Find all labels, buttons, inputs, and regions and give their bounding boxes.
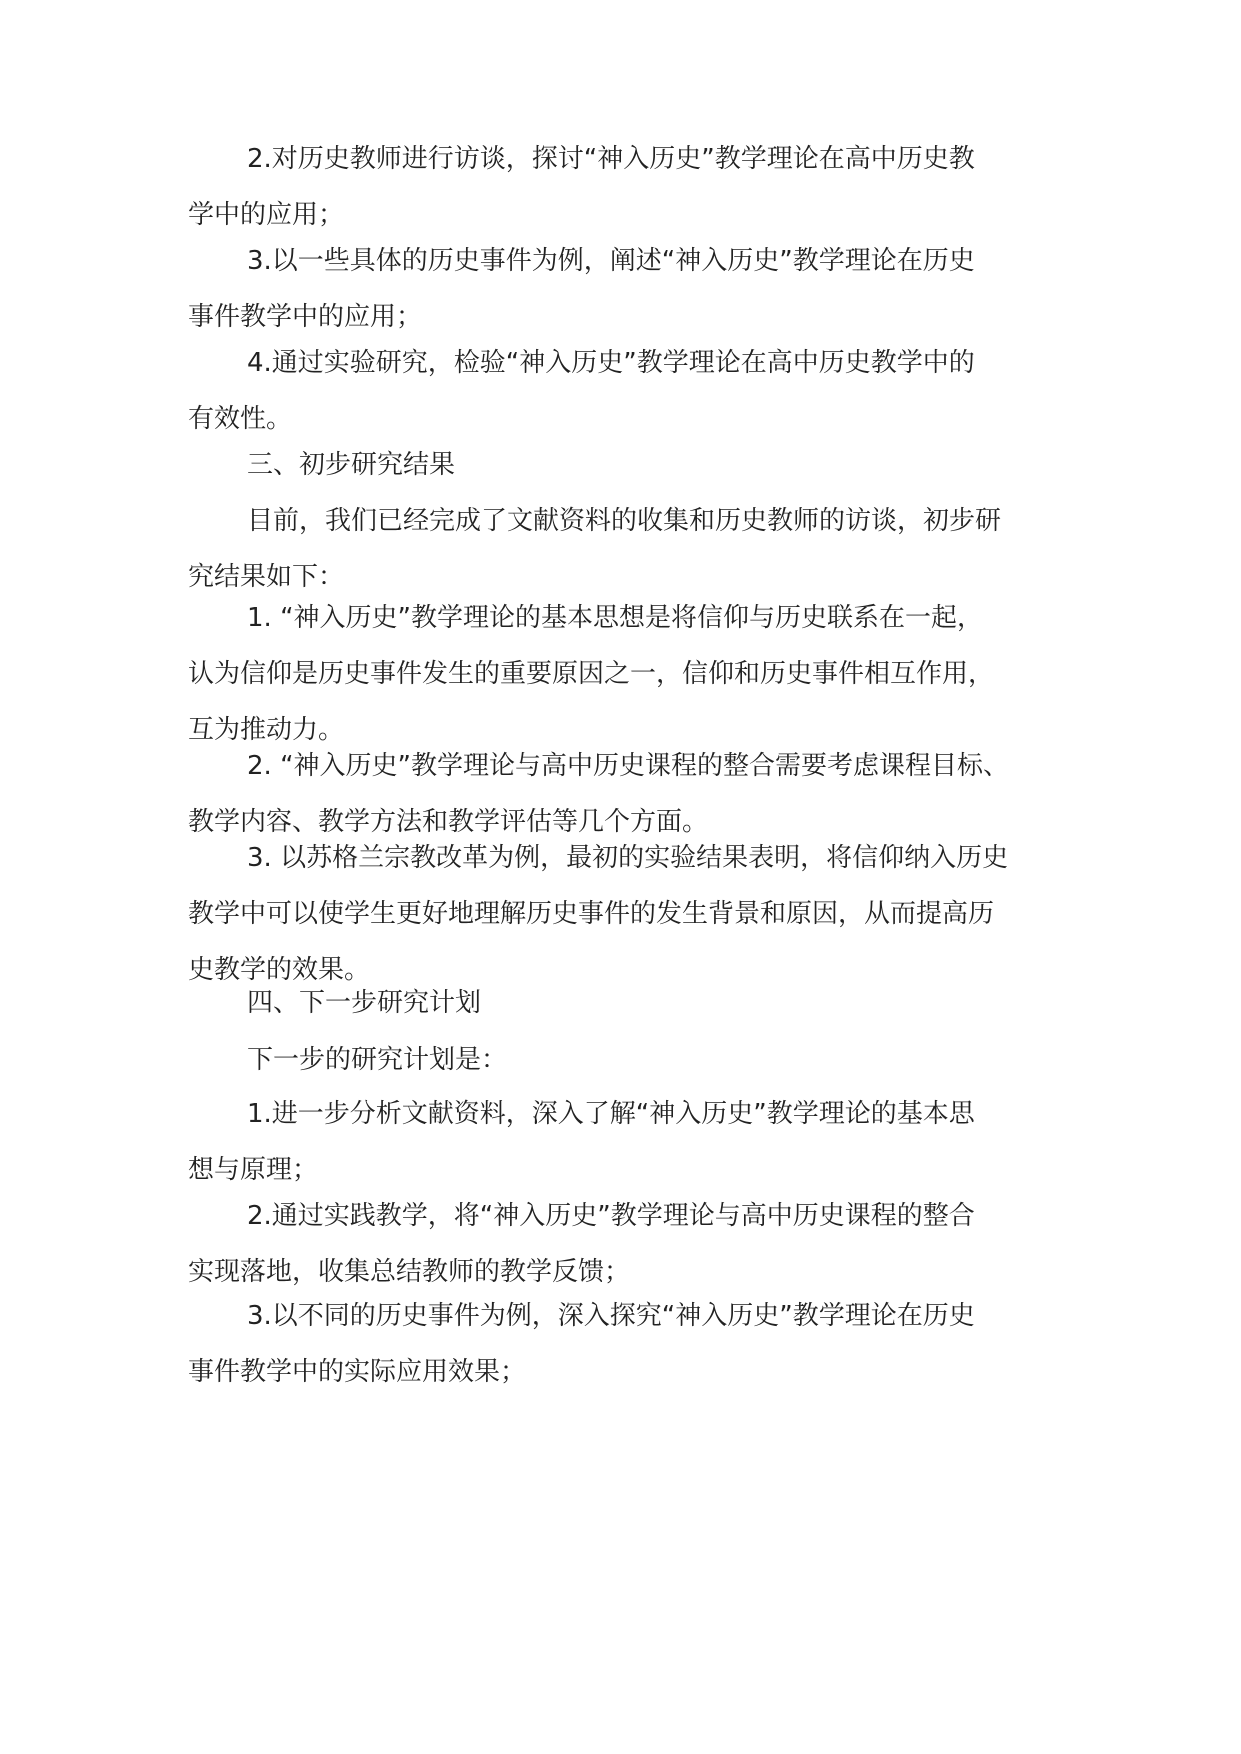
text-line: 有效性。 — [188, 404, 293, 434]
paragraph-plan-item-3 — [188, 233, 1088, 345]
section-heading: 三、初步研究结果 — [247, 450, 456, 480]
paragraph-plan-item-2 — [188, 131, 1088, 243]
text-line: 实现落地，收集总结教师的教学反馈； — [188, 1257, 631, 1287]
text-line: 3. 以苏格兰宗教改革为例，最初的实验结果表明，将信仰纳入历史 — [247, 843, 1009, 873]
section-heading: 四、下一步研究计划 — [247, 988, 482, 1018]
text-line: 学中的应用； — [188, 200, 345, 230]
text-line: 史教学的效果。 — [188, 955, 371, 985]
paragraph-results-intro — [188, 493, 1088, 605]
text-line: 教学中可以使学生更好地理解历史事件的发生背景和原因，从而提高历 — [188, 899, 995, 929]
text-line: 目前，我们已经完成了文献资料的收集和历史教师的访谈，初步研 — [247, 506, 1002, 536]
text-line: 4.通过实验研究，检验“神入历史”教学理论在高中历史教学中的 — [247, 348, 975, 378]
text-line: 2.对历史教师进行访谈，探讨“神入历史”教学理论在高中历史教 — [247, 144, 975, 174]
text-line: 事件教学中的应用； — [188, 302, 423, 332]
section-heading-preliminary-results — [188, 437, 1088, 493]
paragraph-next-step-2 — [188, 1188, 1088, 1300]
text-line: 1.进一步分析文献资料，深入了解“神入历史”教学理论的基本思 — [247, 1099, 975, 1129]
paragraph-result-1 — [188, 590, 1088, 758]
text-line: 想与原理； — [188, 1155, 319, 1185]
paragraph-next-steps-intro — [188, 1032, 1088, 1088]
paragraph-plan-item-4 — [188, 335, 1088, 447]
text-line: 事件教学中的实际应用效果； — [188, 1357, 527, 1387]
text-line: 认为信仰是历史事件发生的重要原因之一，信仰和历史事件相互作用， — [188, 659, 995, 689]
paragraph-next-step-1 — [188, 1086, 1088, 1198]
section-heading-next-steps — [188, 975, 1088, 1031]
paragraph-result-3 — [188, 830, 1088, 998]
text-line: 2. “神入历史”教学理论与高中历史课程的整合需要考虑课程目标、 — [247, 751, 1010, 781]
text-line: 2.通过实践教学，将“神入历史”教学理论与高中历史课程的整合 — [247, 1201, 975, 1231]
text-line: 3.以不同的历史事件为例，深入探究“神入历史”教学理论在历史 — [247, 1301, 975, 1331]
text-line: 互为推动力。 — [188, 715, 345, 745]
text-line: 究结果如下： — [188, 562, 345, 592]
text-line: 教学内容、教学方法和教学评估等几个方面。 — [188, 807, 709, 837]
text-line: 下一步的研究计划是： — [247, 1045, 508, 1075]
text-line: 1. “神入历史”教学理论的基本思想是将信仰与历史联系在一起， — [247, 603, 984, 633]
paragraph-next-step-3 — [188, 1288, 1088, 1400]
text-line: 3.以一些具体的历史事件为例，阐述“神入历史”教学理论在历史 — [247, 246, 975, 276]
